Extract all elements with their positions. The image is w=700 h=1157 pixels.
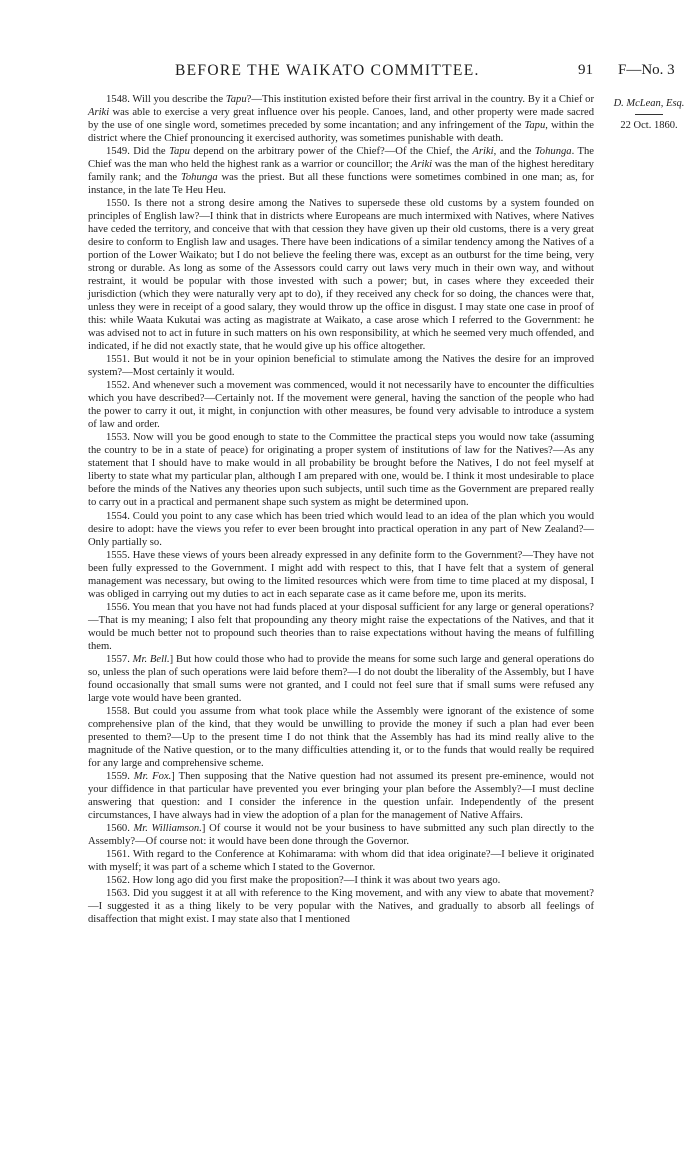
question-1553: 1553. Now will you be good enough to state to the Committee the practical steps you would now take (assuming the country to be in a state of peace) for originating a proper system of institutions of law for the Natives?—As any statement that I should have to make would in all probability be brought before the Natives, I do not feel myself at liberty to state what my particular plan, although I am prepared with one, would be. I think it most undesirable to place before the minds of the Natives any theories upon such subjects, until such time as the Government are prepared really to carry out in a practical and permanent shape such system as might be determined upon. [88,432,594,509]
question-1548: 1548. Will you describe the Tapu?—This institution existed before their first arrival in the country. By it a Chief or Ariki was able to exercise a very great influence over his people. Canoes, land, and other property were made sacred by the use of one single word, sometimes preceded by some incantation; and any infringement of the Tapu, within the district where the Chief pronouncing it exercised authority, was sometimes punishable with death. [88,94,594,145]
page-number: 91 [578,62,593,78]
question-1563: 1563. Did you suggest it at all with reference to the King movement, and with any view to abate that movement?—I suggested it as a thing likely to be very popular with the Natives, and gradually to absorb all feelings of disaffection that might exist. I may state also that I mentioned [88,887,594,925]
question-1551: 1551. But would it not be in your opinion beneficial to stimulate among the Natives the desire for an improved system?—Most certainly it would. [88,354,594,379]
question-1552: 1552. And whenever such a movement was commenced, would it not necessarily have to encounter the difficulties which you have described?—Certainly not. If the movement were general, having the sanction of the people who had the power to carry it out, it might, in conjunction with other measures, be found very advisable to introduce a system of law and order. [88,380,594,431]
page-title: BEFORE THE WAIKATO COMMITTEE. [175,62,480,79]
testimony-body [88,93,594,926]
question-1549: 1549. Did the Tapu depend on the arbitrary power of the Chief?—Of the Chief, the Ariki, and the Tohunga. The Chief was the man who held the highest rank as a warrior or councillor; the Ariki was the man of the highest hereditary family rank; and the Tohunga was the priest. But all these functions were sometimes combined in one man; as, for instance, in the late Te Heu Heu. [88,146,594,197]
margin-rule [635,114,663,115]
testimony-date: 22 Oct. 1860. [620,120,678,131]
question-1562: 1562. How long ago did you first make the proposition?—I think it was about two years ago. [106,874,501,886]
witness-name: D. McLean, Esq. [613,98,685,109]
question-1560: 1560. Mr. Williamson.] Of course it would not be your business to have submitted any such plan directly to the Assembly?—Of course not: it would have been done through the Governor. [88,822,594,847]
margin-note [603,97,695,132]
question-1556: 1556. You mean that you have not had funds placed at your disposal sufficient for any large or general operations?—That is my meaning; I also felt that propounding any theory might raise the expectations of the Natives, and that it would be much better not to propound such theories than to raise expectations without having the means of fulfilling them. [88,601,594,652]
question-1561: 1561. With regard to the Conference at Kohimarama: with whom did that idea originate?—I believe it originated with myself; it was part of a scheme which I stated to the Governor. [88,848,594,873]
question-1550: 1550. Is there not a strong desire among the Natives to supersede these old customs by a system founded on principles of English law?—I think that in districts where Europeans are much intermixed with Natives, where Natives have ceded the territory, and conceive that with that cession they have given up their old customs, there is a very great desire to conform to English law and usages. There have been indications of a similar tendency among the Natives of a portion of the Lower Waikato; but I do not believe the feeling there was, except as an outburst for the time being, very strong or durable. As long as some of the Assessors could carry out laws very much in their own way, and without restraint, it would be popular with those invested with such a power; but, in cases where they exceeded their jurisdiction (which they were naturally very apt to do), if they received any check for so doing, the chances were that, unless they were in receipt of a good salary, they would throw up the office in disgust. I may state one case in proof of this: while Waata Kukutai was acting as magistrate at Waikato, a case arose which I referred to the Government: he was advised not to act in future in such matters on his own responsibility, at which he seemed very much offended, and indicated, if he did not exactly state, that he would give up his office altogether. [88,198,594,353]
page-header [0,62,700,84]
document-reference: F—No. 3 [618,62,675,78]
question-1557: 1557. Mr. Bell.] But how could those who had to provide the means for some such large and general operations do so, unless the plan of such operations were laid before them?—I do not doubt the liberality of the Assembly, but I have found occasionally that small sums were not granted, and I could not feel sure that if small sums were refused any large vote would have been granted. [88,653,594,704]
question-1559: 1559. Mr. Fox.] Then supposing that the Native question had not assumed its present pre-eminence, would not your diffidence in that particular have prevented you ever bringing your plan before the Assembly?—I must decline answering that question: and I consider the inference in the question unfair. Independently of the present circumstances, I have always had in view the adoption of a plan for the management of Native Affairs. [88,770,594,821]
question-1554: 1554. Could you point to any case which has been tried which would lead to an idea of the plan which you would desire to adopt: have the views you refer to ever been brought into practical operation in any part of New Zealand?—Only partially so. [88,510,594,548]
question-1555: 1555. Have these views of yours been already expressed in any definite form to the Government?—They have not been fully expressed to the Government. I might add with respect to this, that I have felt that a system of general management was necessary, but owing to the limited resources which were from time to time placed at my disposal, I was obliged in carrying out my duties to act in each separate case as it came before me, upon its merits. [88,549,594,600]
question-1558: 1558. But could you assume from what took place while the Assembly were ignorant of the existence of some comprehensive plan of the kind, that they would be unwilling to provide the money if such a plan had ever been presented to them?—Up to the present time I do not think that the Assembly has had its mind really alive to the magnitude of the Native question, or to the many difficulties attending it, or to the funds that would really be required for any large and comprehensive scheme. [88,705,594,769]
